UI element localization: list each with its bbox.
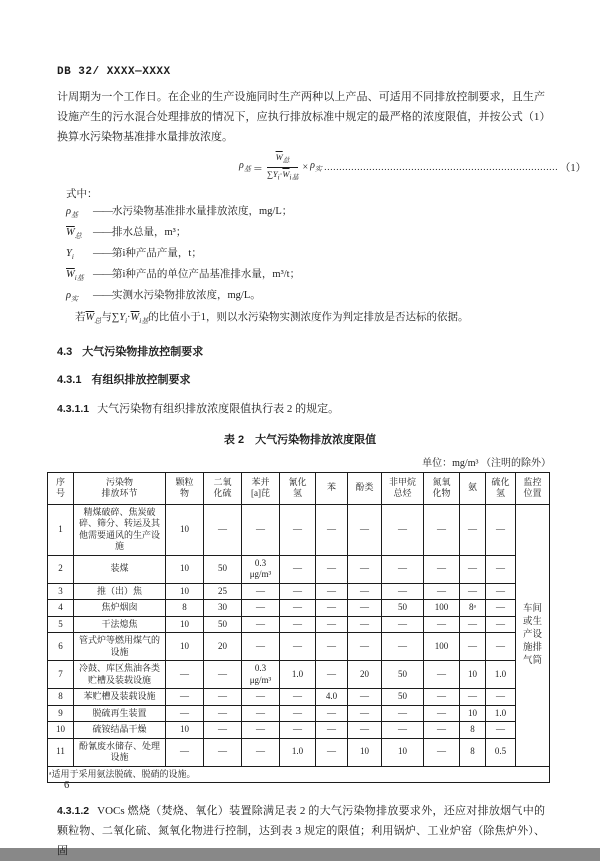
value-cell: — [280,633,316,661]
value-cell: — [424,738,460,766]
monitor-location-text: 车间或生产设施排气筒 [522,603,542,666]
times-sign: × [302,161,309,173]
value-cell: — [486,504,516,555]
value-cell: — [166,661,204,689]
table-row [48,722,550,739]
stage-cell: 冷鼓、库区焦油各类贮槽及装载设施 [74,661,166,689]
stage-cell: 酚氰废水储存、处理设施 [74,738,166,766]
value-cell: — [316,600,348,617]
section-heading-4-3-1 [57,371,545,387]
value-cell: 1.0 [486,661,516,689]
value-cell: 8 [460,738,486,766]
value-cell: — [316,555,348,583]
monitor-location-cell [516,504,550,766]
formula-expression [239,152,322,182]
section-title: 大气污染物排放控制要求 [82,345,204,358]
stage-cell: 精煤破碎、焦炭破碎、筛分、转运及其他需要通风的生产设施 [74,504,166,555]
value-cell: 10 [166,504,204,555]
value-cell: — [166,689,204,706]
value-cell: — [424,583,460,600]
value-cell: — [316,633,348,661]
intro-paragraph: 计周期为一个工作日。在企业的生产设施同时生产两种以上产品、可适用不同排放控制要求，且生产设施产生的污水混合处理排放的情况下，应执行排放标准中规定的最严格的浓度限值，并按公式（1）换算水污染物基准排水量排放浓度。 [57,91,545,143]
value-cell: — [280,722,316,739]
col-header-stage: 污染物 排放环节 [74,472,166,504]
value-cell: — [280,616,316,633]
table-caption: 表 2 大气污染物排放浓度限值 [223,433,377,446]
value-cell: — [242,738,280,766]
value-cell: — [242,705,280,722]
table-row [48,616,550,633]
value-cell: — [316,583,348,600]
row-number-cell: 6 [48,633,74,661]
section-number: 4.3 [57,345,73,358]
value-cell: 8 [166,600,204,617]
value-cell: 4.0 [316,689,348,706]
row-number-cell: 3 [48,583,74,600]
stage-cell: 焦炉烟囱 [74,600,166,617]
row-number-cell: 10 [48,722,74,739]
col-header-no: 序 号 [48,472,74,504]
value-cell: 10 [460,705,486,722]
row-number-cell: 4 [48,600,74,617]
col-header-nh3: 氨 [460,472,486,504]
stage-cell: 干法熄焦 [74,616,166,633]
clause-text: 大气污染物有组织排放浓度限值执行表 2 的规定。 [97,402,340,415]
value-cell: — [424,616,460,633]
value-cell: — [316,722,348,739]
value-cell: — [242,616,280,633]
value-cell: — [280,689,316,706]
value-cell: — [486,722,516,739]
value-cell: — [348,555,382,583]
table-row [48,600,550,617]
col-header-bap: 苯并 [a]芘 [242,472,280,504]
table-header-row [48,472,550,504]
value-cell: 10 [166,722,204,739]
col-header-benzene: 苯 [316,472,348,504]
value-cell: — [486,633,516,661]
value-cell: — [316,616,348,633]
row-number-cell: 7 [48,661,74,689]
value-cell: — [460,616,486,633]
clause-4-3-1-1 [57,399,545,419]
table-row [48,689,550,706]
value-cell: — [460,504,486,555]
value-cell: — [348,705,382,722]
formula-term-definition: $\rho_实$ ——实测水污染物排放浓度，mg/L。 [66,290,261,304]
value-cell: — [242,504,280,555]
value-cell: 50 [382,600,424,617]
col-header-h2s: 硫化 氢 [486,472,516,504]
value-cell: — [242,689,280,706]
value-cell: — [280,705,316,722]
value-cell: — [382,583,424,600]
value-cell: — [486,616,516,633]
value-cell: 8ᵃ [460,600,486,617]
symbol-rho-base: $\rho_基$ [239,160,251,173]
value-cell: 20 [348,661,382,689]
value-cell: 50 [204,555,242,583]
stage-cell: 苯贮槽及装载设施 [74,689,166,706]
value-cell: 0.3 μg/m³ [242,555,280,583]
value-cell: 1.0 [280,738,316,766]
formula-1 [57,151,587,182]
value-cell: — [348,583,382,600]
value-cell: — [204,722,242,739]
value-cell: 10 [166,616,204,633]
page-number: 6 [64,780,70,791]
col-header-phenols: 酚类 [348,472,382,504]
ratio-note: 若$\overline{W}_总$与$\sum Y_i\cdot\overline{W}_{i基}$的比值小于1，则以水污染物实测浓度作为判定排放是否达标的依据。 [75,312,469,326]
value-cell: 8 [460,722,486,739]
value-cell: — [348,722,382,739]
fraction-numerator: $\overline{W}_总$ [267,152,299,168]
value-cell: — [424,555,460,583]
fraction-denominator: $\sum Y_i\cdot\overline{W}_{i基}$ [266,168,299,182]
value-cell: — [348,633,382,661]
value-cell: — [280,504,316,555]
value-cell: — [280,555,316,583]
value-cell: — [316,661,348,689]
stage-cell: 推（出）焦 [74,583,166,600]
row-number-cell: 9 [48,705,74,722]
value-cell: — [382,705,424,722]
value-cell: — [204,689,242,706]
row-number-cell: 5 [48,616,74,633]
value-cell: — [348,689,382,706]
table-row [48,661,550,689]
col-header-pm: 颗粒 物 [166,472,204,504]
col-header-so2: 二氧 化硫 [204,472,242,504]
table-row [48,633,550,661]
stage-cell: 管式炉等燃用煤气的设施 [74,633,166,661]
row-number-cell: 8 [48,689,74,706]
value-cell: — [316,738,348,766]
value-cell: — [460,633,486,661]
value-cell: 50 [382,661,424,689]
table-row [48,705,550,722]
stage-cell: 脱硫再生装置 [74,705,166,722]
table-row [48,583,550,600]
value-cell: 10 [460,661,486,689]
value-cell: — [486,600,516,617]
section-number: 4.3.1 [57,373,82,386]
value-cell: — [382,504,424,555]
formula-dot-leader: …………………………………………………………………… [323,162,558,172]
value-cell: — [348,616,382,633]
formula-term-definition: $\rho_基$ ——水污染物基准排水量排放浓度，mg/L； [66,206,293,220]
symbol-rho-actual: $\rho_实$ [310,160,322,173]
formula-number: （1） [559,162,587,174]
value-cell: — [382,616,424,633]
value-cell: — [242,583,280,600]
table-row [48,504,550,555]
table-unit-note: 单位：mg/m³ （注明的除外） [422,457,551,469]
value-cell: — [204,738,242,766]
value-cell: 10 [166,555,204,583]
value-cell: — [242,633,280,661]
value-cell: 1.0 [280,661,316,689]
value-cell: — [166,738,204,766]
stage-cell: 硫铵结晶干燥 [74,722,166,739]
table-footnote-row [48,766,550,783]
section-heading-4-3 [57,343,545,359]
value-cell: — [280,600,316,617]
value-cell: — [424,705,460,722]
value-cell: — [424,689,460,706]
value-cell: — [280,583,316,600]
table-2-block [47,431,553,784]
row-number-cell: 2 [48,555,74,583]
value-cell: — [166,705,204,722]
value-cell: — [382,722,424,739]
value-cell: 25 [204,583,242,600]
equals-sign: ＝ [252,163,263,175]
value-cell: 0.5 [486,738,516,766]
formula-term-definition: $Y_i$ ——第i种产品产量，t； [66,248,202,262]
table-row [48,738,550,766]
value-cell: — [316,705,348,722]
value-cell: — [486,583,516,600]
row-number-cell: 11 [48,738,74,766]
value-cell: — [460,555,486,583]
value-cell: — [242,722,280,739]
value-cell: 10 [166,583,204,600]
value-cell: 1.0 [486,705,516,722]
document-code: DB 32/ XXXX—XXXX [57,66,171,78]
value-cell: — [424,661,460,689]
value-cell: — [382,633,424,661]
value-cell: — [460,689,486,706]
value-cell: — [460,583,486,600]
value-cell: 30 [204,600,242,617]
table-row [48,555,550,583]
value-cell: 100 [424,600,460,617]
value-cell: — [486,555,516,583]
value-cell: 0.3 μg/m³ [242,661,280,689]
value-cell: 10 [348,738,382,766]
clause-4-3-1-2 [57,801,545,861]
stage-cell: 装煤 [74,555,166,583]
col-header-monitor: 监控 位置 [516,472,550,504]
where-intro: 式中： [66,189,98,200]
col-header-nox: 氮氧 化物 [424,472,460,504]
formula-term-definition: $\overline{W}_{i基}$ ——第i种产品的单位产品基准排水量，m³/t； [66,269,301,283]
value-cell: — [348,600,382,617]
formula-where-clause [57,186,545,331]
value-cell: 10 [166,633,204,661]
value-cell: — [204,705,242,722]
col-header-hcn: 氰化 氢 [280,472,316,504]
row-number-cell: 1 [48,504,74,555]
fraction [267,152,299,182]
value-cell: — [424,504,460,555]
table-footnote-cell: ᵃ适用于采用氨法脱硫、脱硝的设施。 [48,766,550,783]
value-cell: — [316,504,348,555]
value-cell: 100 [424,633,460,661]
table-body [48,504,550,783]
value-cell: — [348,504,382,555]
value-cell: — [382,555,424,583]
value-cell: 50 [204,616,242,633]
value-cell: — [242,600,280,617]
value-cell: — [486,689,516,706]
clause-number: 4.3.1.2 [57,805,90,818]
value-cell: 50 [382,689,424,706]
value-cell: 10 [382,738,424,766]
emission-limits-table [47,472,550,784]
section-title: 有组织排放控制要求 [91,373,191,386]
formula-term-definition: $\overline{W}_总$ ——排水总量，m³； [66,227,187,241]
value-cell: — [204,504,242,555]
clause-text: VOCs 燃烧（焚烧、氧化）装置除满足表 2 的大气污染物排放要求外，还应对排放烟气中的颗粒物、二氧化硫、氮氧化物进行控制，达到表 3 规定的限值；利用锅炉、工业炉窑（除焦炉外）、固 [57,805,545,858]
value-cell: 20 [204,633,242,661]
value-cell: — [424,722,460,739]
col-header-nmhc: 非甲烷 总烃 [382,472,424,504]
clause-number: 4.3.1.1 [57,402,90,415]
value-cell: — [204,661,242,689]
